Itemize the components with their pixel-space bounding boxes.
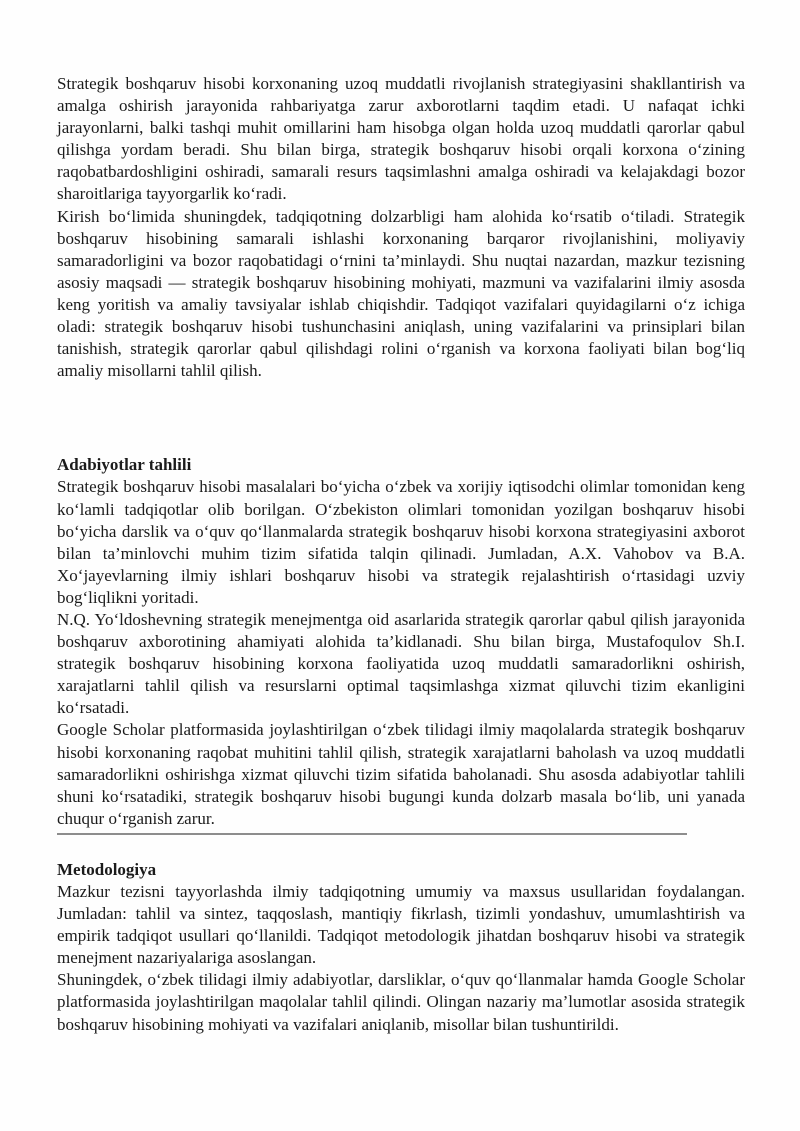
literature-paragraph-2: N.Q. Yo‘ldoshevning strategik menejmentga oid asarlarida strategik qarorlar qabul qilish jarayonida boshqaruv axborotining ahamiyati alohida ta’kidlanadi. Shu bilan birga, Mustafoqulov Sh.I. strategik boshqaruv hisobining korxona faoliyatida uzoq muddatli samaradorlikni oshirish, xarajatlarni tahlil qilish va resurslarni optimal taqsimlashga xizmat qiluvchi tizim ekanligini ko‘rsatadi. xyxy=(57,609,745,718)
literature-section-heading: Adabiyotlar tahlili xyxy=(57,455,192,475)
literature-paragraph-1: Strategik boshqaruv hisobi masalalari bo‘yicha o‘zbek va xorijiy iqtisodchi olimlar tomonidan keng ko‘lamli tadqiqotlar olib borilgan. O‘zbekiston olimlari tomonidan yozilgan boshqaruv hisobi bo‘yicha darslik va o‘quv qo‘llanmalarda strategik boshqaruv hisobi korxona strategiyasini axborot bilan ta’minlovchi muhim tizim sifatida talqin qilinadi. Jumladan, A.X. Vahobov va B.A. Xo‘jayevlarning ilmiy ishlari boshqaruv hisobi va strategik rejalashtirish o‘rtasidagi uzviy bog‘liqlikni yoritadi. xyxy=(57,477,745,607)
methodology-section-heading: Metodologiya xyxy=(57,859,157,879)
document-body xyxy=(57,73,745,1036)
intro-paragraph-1: Strategik boshqaruv hisobi korxonaning uzoq muddatli rivojlanish strategiyasini shakllantirish va amalga oshirish jarayonida rahbariyatga zarur axborotlarni taqdim etadi. U nafaqat ichki jarayonlarni, balki tashqi muhit omillarini ham hisobga olgan holda uzoq muddatli qarorlar qabul qilishga yordam beradi. Shu bilan birga, strategik boshqaruv hisobi orqali korxona o‘zining raqobatbardoshligini oshiradi, samarali resurs taqsimlashni amalga oshiradi va kelajakdagi bozor sharoitlariga tayyorgarlik ko‘radi. xyxy=(57,74,745,204)
literature-paragraph-3: Google Scholar platformasida joylashtirilgan o‘zbek tilidagi ilmiy maqolalarda strategik boshqaruv hisobi korxonaning raqobat muhitini tahlil qilish, strategik xarajatlarni baholash va uzoq muddatli samaradorlikni oshirishga xizmat qiluvchi tizim sifatida baholanadi. Shu asosda adabiyotlar tahlili shuni ko‘rsatadiki, strategik boshqaruv hisobi bugungi kunda dolzarb masala bo‘lib, uni yanada chuqur o‘rganish zarur. xyxy=(57,720,745,828)
section-spacer xyxy=(57,382,745,454)
intro-paragraph-2: Kirish bo‘limida shuningdek, tadqiqotning dolzarbligi ham alohida ko‘rsatib o‘tiladi. Strategik boshqaruv hisobining samarali ishlashi korxonaning barqaror rivojlanishini, moliyaviy samaradorligini va bozor raqobatidagi o‘rnini ta’minlaydi. Shu nuqtai nazardan, mazkur tezisning asosiy maqsadi — strategik boshqaruv hisobining mohiyati, mazmuni va vazifalarini ilmiy asosda keng yoritish va amaliy tavsiyalar ishlab chiqishdir. Tadqiqot vazifalari quyidagilarni o‘z ichiga oladi: strategik boshqaruv hisobi tushunchasini aniqlash, uning vazifalarini va prinsiplari bilan tanishish, strategik qarorlar qabul qilishdagi rolini o‘rganish va korxona faoliyati bilan bog‘liq amaliy misollarni tahlil qilish. xyxy=(57,206,745,381)
methodology-paragraph-2: Shuningdek, o‘zbek tilidagi ilmiy adabiyotlar, darsliklar, o‘quv qo‘llanmalar hamda Google Scholar platformasida joylashtirilgan maqolalar tahlil qilindi. Olingan nazariy ma’lumotlar asosida strategik boshqaruv hisobining mohiyati va vazifalari aniqlanib, misollar bilan tushuntirildi. xyxy=(57,970,745,1034)
section-spacer-small xyxy=(57,835,745,859)
methodology-paragraph-1: Mazkur tezisni tayyorlashda ilmiy tadqiqotning umumiy va maxsus usullaridan foydalangan. Jumladan: tahlil va sintez, taqqoslash, mantiqiy fikrlash, tizimli yondashuv, umumlashtirish va empirik tadqiqot usullari qo‘llanildi. Tadqiqot metodologik jihatdan boshqaruv hisobi va strategik menejment nazariyalariga asoslangan. xyxy=(57,882,745,968)
